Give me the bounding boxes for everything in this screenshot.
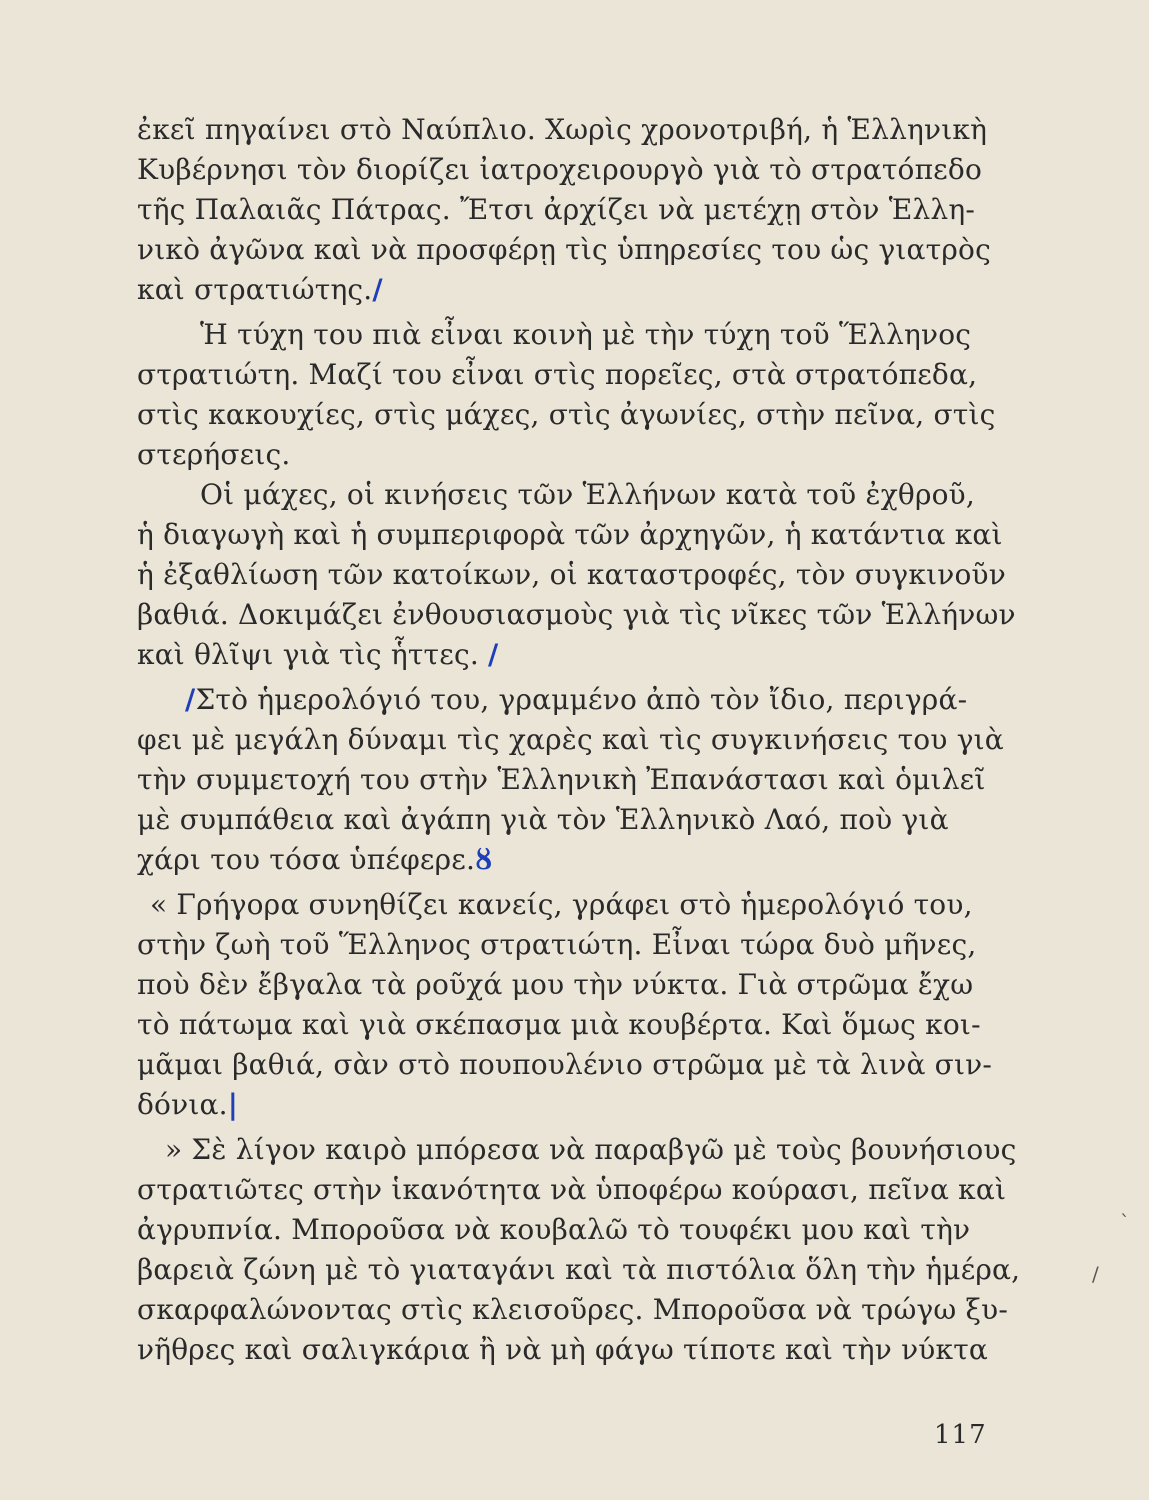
pen-slash-mark: / <box>488 638 499 671</box>
margin-tick-mark: / <box>1092 1262 1099 1286</box>
pen-slash-mark: / <box>372 273 383 306</box>
text-line: ἀγρυπνία. Μποροῦσα νὰ κουβαλῶ τὸ τουφέκι μου καὶ τὴν <box>137 1213 971 1246</box>
pen-paragraph-mark: ȣ <box>475 843 493 876</box>
text-line: ἡ διαγωγὴ καὶ ἡ συμπεριφορὰ τῶν ἀρχηγῶν, ἡ κατάντια καὶ <box>137 518 1003 551</box>
text-line: ἡ ἐξαθλίωση τῶν κατοίκων, οἱ καταστροφές, τὸν συγκινοῦν <box>137 558 1006 591</box>
text-span: χάρι του τόσα ὑπέφερε. <box>137 843 476 876</box>
pen-slash-mark: / <box>185 683 196 716</box>
text-line: στὴν ζωὴ τοῦ Ἕλληνος στρατιώτη. Εἶναι τώρα δυὸ μῆνες, <box>137 928 977 961</box>
text-line: Οἱ μάχες, οἱ κινήσεις τῶν Ἑλλήνων κατὰ τοῦ ἐχθροῦ, <box>200 478 975 511</box>
text-line <box>137 635 498 675</box>
text-line: νῆθρες καὶ σαλιγκάρια ἢ νὰ μὴ φάγω τίποτε καὶ τὴν νύκτα <box>137 1333 989 1366</box>
text-line: τὴν συμμετοχή του στὴν Ἑλληνικὴ Ἐπανάστασι καὶ ὁμιλεῖ <box>137 763 986 796</box>
text-line: » Σὲ λίγον καιρὸ μπόρεσα νὰ παραβγῶ μὲ τοὺς βουνήσιους <box>165 1133 1017 1166</box>
text-span: καὶ στρατιώτης. <box>137 273 373 306</box>
text-span: Στὸ ἡμερολόγιό του, γραμμένο ἀπὸ τὸν ἴδιο, περιγρά- <box>195 683 968 716</box>
text-line: στρατιῶτες στὴν ἱκανότητα νὰ ὑποφέρω κούρασι, πεῖνα καὶ <box>137 1173 1007 1206</box>
text-span: δόνια. <box>137 1088 228 1121</box>
text-line: στρατιώτη. Μαζί του εἶναι στὶς πορεῖες, στὰ στρατόπεδα, <box>137 358 978 391</box>
text-line <box>185 680 977 720</box>
text-line <box>137 1085 238 1125</box>
text-line: στερήσεις. <box>137 438 291 471</box>
text-line: ἐκεῖ πηγαίνει στὸ Ναύπλιο. Χωρὶς χρονοτριβή, ἡ Ἑλληνικὴ <box>137 113 988 146</box>
text-line <box>137 840 493 880</box>
text-line <box>137 270 383 310</box>
text-line: σκαρφαλώνοντας στὶς κλεισοῦρες. Μποροῦσα νὰ τρώγω ξυ- <box>137 1293 1009 1326</box>
text-line: τῆς Παλαιᾶς Πάτρας. Ἔτσι ἀρχίζει νὰ μετέχῃ στὸν Ἑλλη- <box>137 193 975 226</box>
margin-tick-mark: ˋ <box>1120 1210 1130 1234</box>
pen-slash-mark: | <box>227 1088 239 1121</box>
page-number: 117 <box>934 1420 987 1450</box>
text-line: φει μὲ μεγάλη δύναμι τὶς χαρὲς καὶ τὶς συγκινήσεις του γιὰ <box>137 723 1004 756</box>
text-line: νικὸ ἀγῶνα καὶ νὰ προσφέρῃ τὶς ὑπηρεσίες του ὡς γιατρὸς <box>137 233 991 266</box>
text-line: βαρειὰ ζώνη μὲ τὸ γιαταγάνι καὶ τὰ πιστόλια ὅλη τὴν ἡμέρα, <box>137 1253 1021 1286</box>
text-line: μᾶμαι βαθιά, σὰν στὸ πουπουλένιο στρῶμα μὲ τὰ λινὰ σιν- <box>137 1048 993 1081</box>
text-line: τὸ πάτωμα καὶ γιὰ σκέπασμα μιὰ κουβέρτα. Καὶ ὅμως κοι- <box>137 1008 981 1041</box>
text-line: μὲ συμπάθεια καὶ ἀγάπη γιὰ τὸν Ἑλληνικὸ Λαό, ποὺ γιὰ <box>137 803 949 836</box>
text-line: στὶς κακουχίες, στὶς μάχες, στὶς ἀγωνίες, στὴν πεῖνα, στὶς <box>137 398 996 431</box>
text-line: « Γρήγορα συνηθίζει κανείς, γράφει στὸ ἡμερολόγιό του, <box>150 888 973 921</box>
text-line: βαθιά. Δοκιμάζει ἐνθουσιασμοὺς γιὰ τὶς νῖκες τῶν Ἑλλήνων <box>137 598 1016 631</box>
text-line: Κυβέρνησι τὸν διορίζει ἰατροχειρουργὸ γιὰ τὸ στρατόπεδο <box>137 153 982 186</box>
text-line: ποὺ δὲν ἔβγαλα τὰ ροῦχά μου τὴν νύκτα. Γιὰ στρῶμα ἔχω <box>137 968 974 1001</box>
text-line: Ἡ τύχη του πιὰ εἶναι κοινὴ μὲ τὴν τύχη τοῦ Ἕλληνος <box>200 318 972 351</box>
text-span: καὶ θλῖψι γιὰ τὶς ἧττες. <box>137 638 479 671</box>
